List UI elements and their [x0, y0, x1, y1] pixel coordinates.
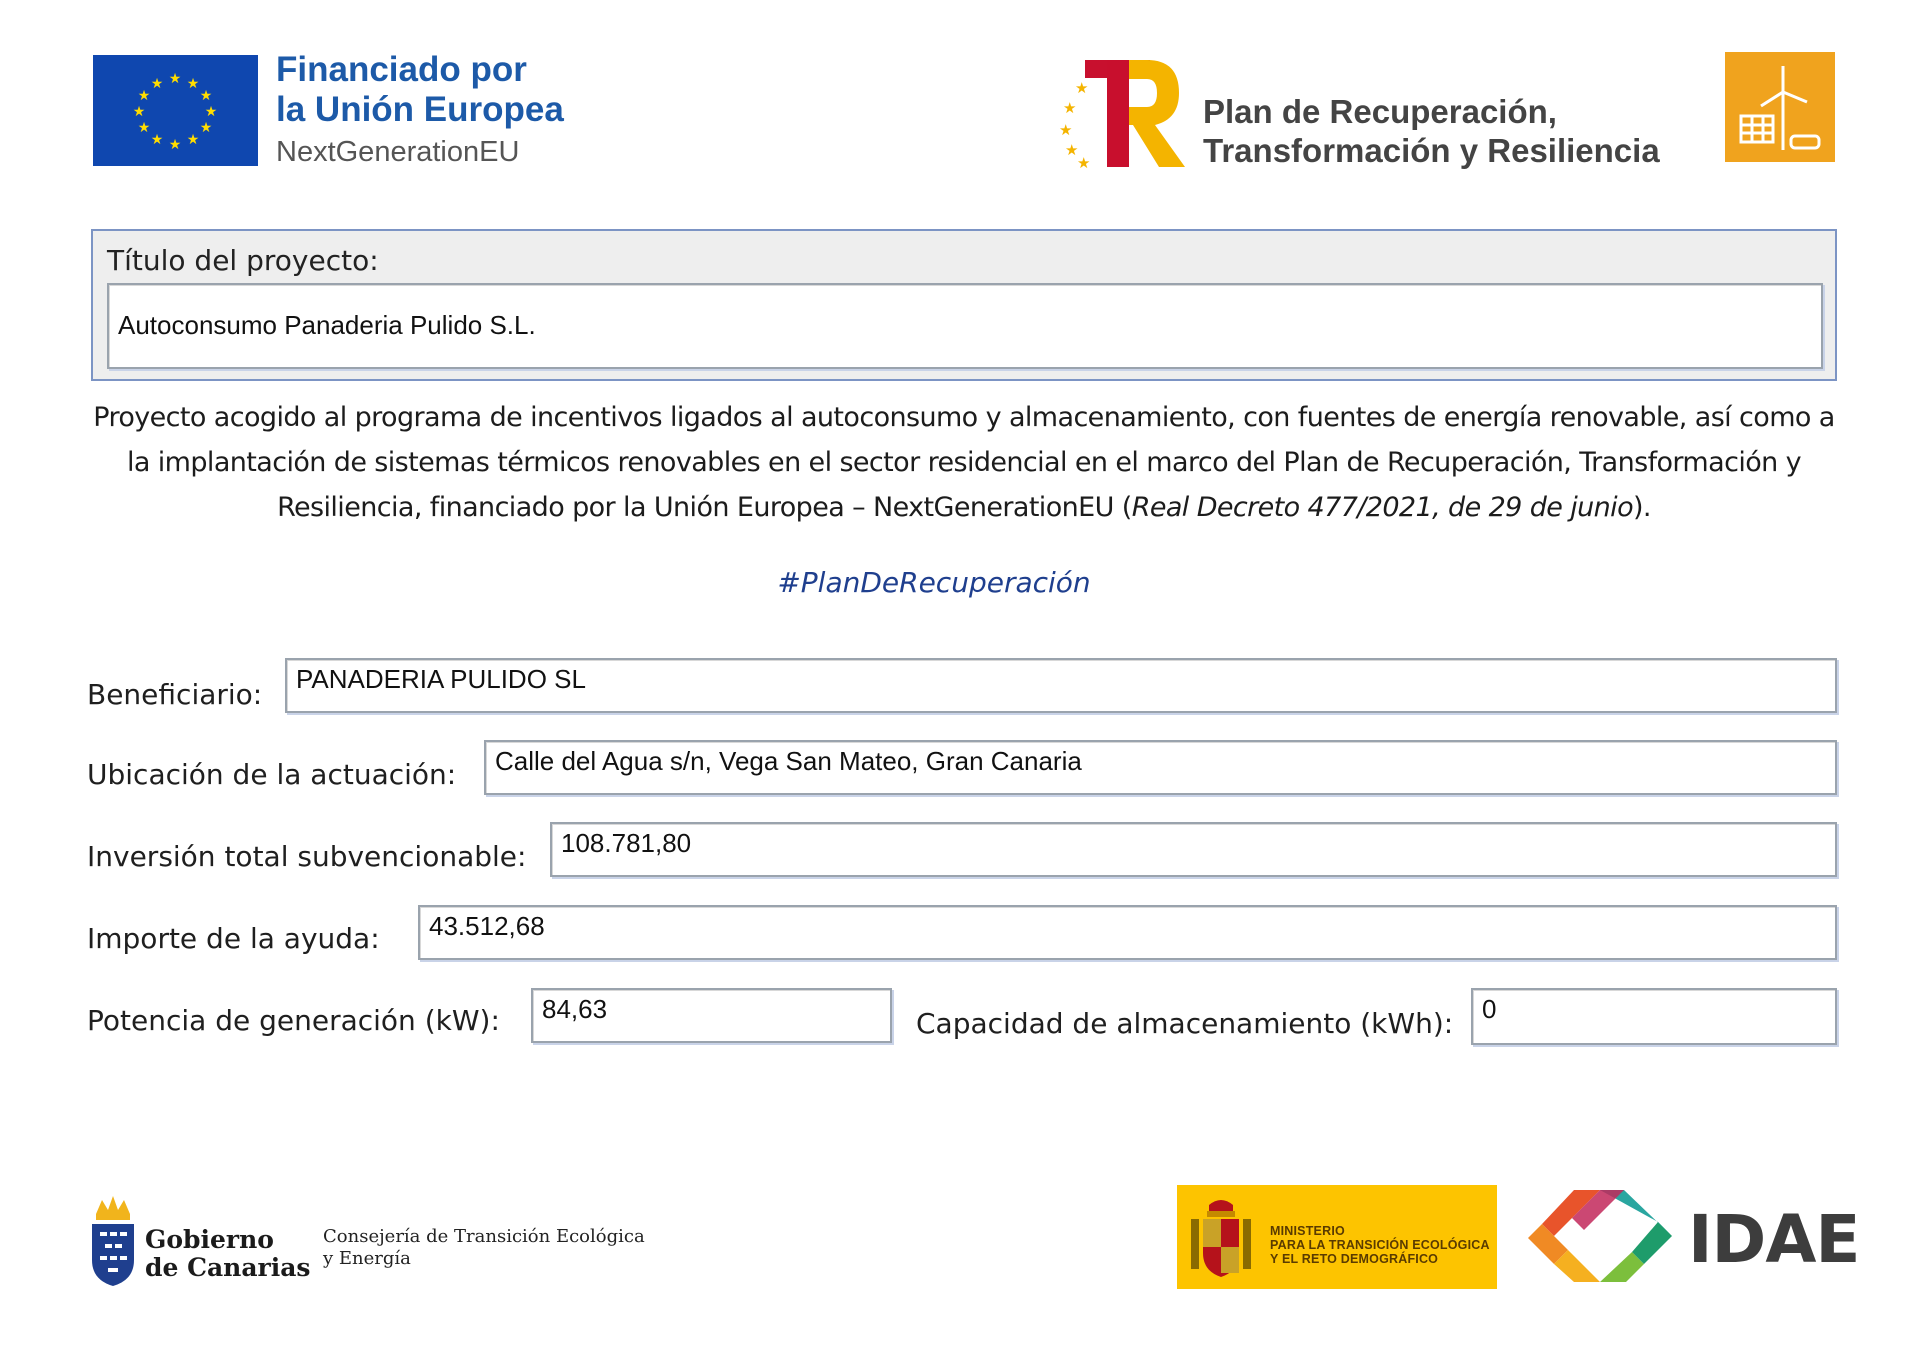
prtr-title-line1: Plan de Recuperación,	[1203, 93, 1557, 130]
svg-text:★: ★	[150, 76, 164, 92]
svg-text:★: ★	[132, 104, 146, 120]
project-title-field[interactable]: Autoconsumo Panaderia Pulido S.L.	[107, 283, 1823, 369]
svg-text:★: ★	[1077, 154, 1091, 170]
svg-text:★: ★	[168, 71, 182, 87]
svg-text:★: ★	[137, 120, 151, 136]
svg-text:★: ★	[1075, 79, 1089, 97]
eu-flag-icon	[93, 55, 258, 166]
consejeria-line2: y Energía	[323, 1248, 411, 1269]
potencia-field[interactable]: 84,63	[531, 988, 892, 1043]
svg-text:★: ★	[199, 120, 213, 136]
beneficiario-field[interactable]: PANADERIA PULIDO SL	[285, 658, 1837, 713]
svg-text:★: ★	[137, 88, 151, 104]
importe-label: Importe de la ayuda:	[87, 922, 380, 955]
svg-text:★: ★	[186, 76, 200, 92]
eu-funding-line2: la Unión Europea	[276, 90, 564, 129]
hashtag-plan: #PlanDeRecuperación	[777, 566, 1091, 599]
svg-text:★: ★	[1063, 99, 1077, 117]
ministerio-line1: MINISTERIO	[1270, 1224, 1345, 1238]
svg-text:★: ★	[1059, 121, 1073, 139]
ministerio-line2: PARA LA TRANSICIÓN ECOLÓGICA	[1270, 1238, 1490, 1252]
idae-logo-icon	[1524, 1186, 1676, 1288]
project-title-label: Título del proyecto:	[107, 244, 379, 277]
canarias-crest-icon	[88, 1188, 138, 1288]
potencia-label: Potencia de generación (kW):	[87, 1004, 500, 1037]
beneficiario-label: Beneficiario:	[87, 678, 263, 711]
inversion-label: Inversión total subvencionable:	[87, 840, 527, 873]
ubicacion-field[interactable]: Calle del Agua s/n, Vega San Mateo, Gran Canaria	[484, 740, 1837, 795]
renewable-energy-icon	[1725, 52, 1835, 162]
ubicacion-label: Ubicación de la actuación:	[87, 758, 457, 791]
description-text: Proyecto acogido al programa de incentivos ligados al autoconsumo y almacenamiento, con fuentes de energía renovable, así como a la implantación de sistemas térmicos renovables en el sector residencial en el marco del Plan de Recuperación, Transformación y Resiliencia, financiado por la Unión Europea – NextGenerationEU (	[93, 402, 1835, 523]
spain-coat-of-arms-icon	[1177, 1185, 1267, 1289]
canarias-name-line2: de Canarias	[145, 1253, 311, 1282]
idae-wordmark: IDAE	[1688, 1201, 1860, 1278]
canarias-name-line1: Gobierno	[145, 1225, 274, 1254]
eu-funding-line3: NextGenerationEU	[276, 136, 520, 168]
importe-field[interactable]: 43.512,68	[418, 905, 1837, 960]
svg-text:★: ★	[168, 137, 182, 153]
prtr-logo-icon	[1055, 55, 1190, 170]
program-description	[84, 395, 1844, 530]
prtr-title-line2: Transformación y Resiliencia	[1203, 132, 1660, 169]
svg-text:★: ★	[204, 104, 218, 120]
capacidad-field[interactable]: 0	[1471, 988, 1837, 1045]
description-end: ).	[1633, 492, 1651, 523]
svg-text:★: ★	[150, 132, 164, 148]
consejeria-line1: Consejería de Transición Ecológica	[323, 1226, 645, 1247]
decree-reference: Real Decreto 477/2021, de 29 de junio	[1131, 492, 1633, 523]
svg-text:★: ★	[1065, 141, 1079, 159]
capacidad-label: Capacidad de almacenamiento (kWh):	[916, 1007, 1454, 1040]
ministerio-line3: Y EL RETO DEMOGRÁFICO	[1270, 1252, 1439, 1266]
svg-text:★: ★	[186, 132, 200, 148]
svg-text:★: ★	[199, 88, 213, 104]
inversion-field[interactable]: 108.781,80	[550, 822, 1837, 877]
eu-funding-line1: Financiado por	[276, 50, 527, 89]
